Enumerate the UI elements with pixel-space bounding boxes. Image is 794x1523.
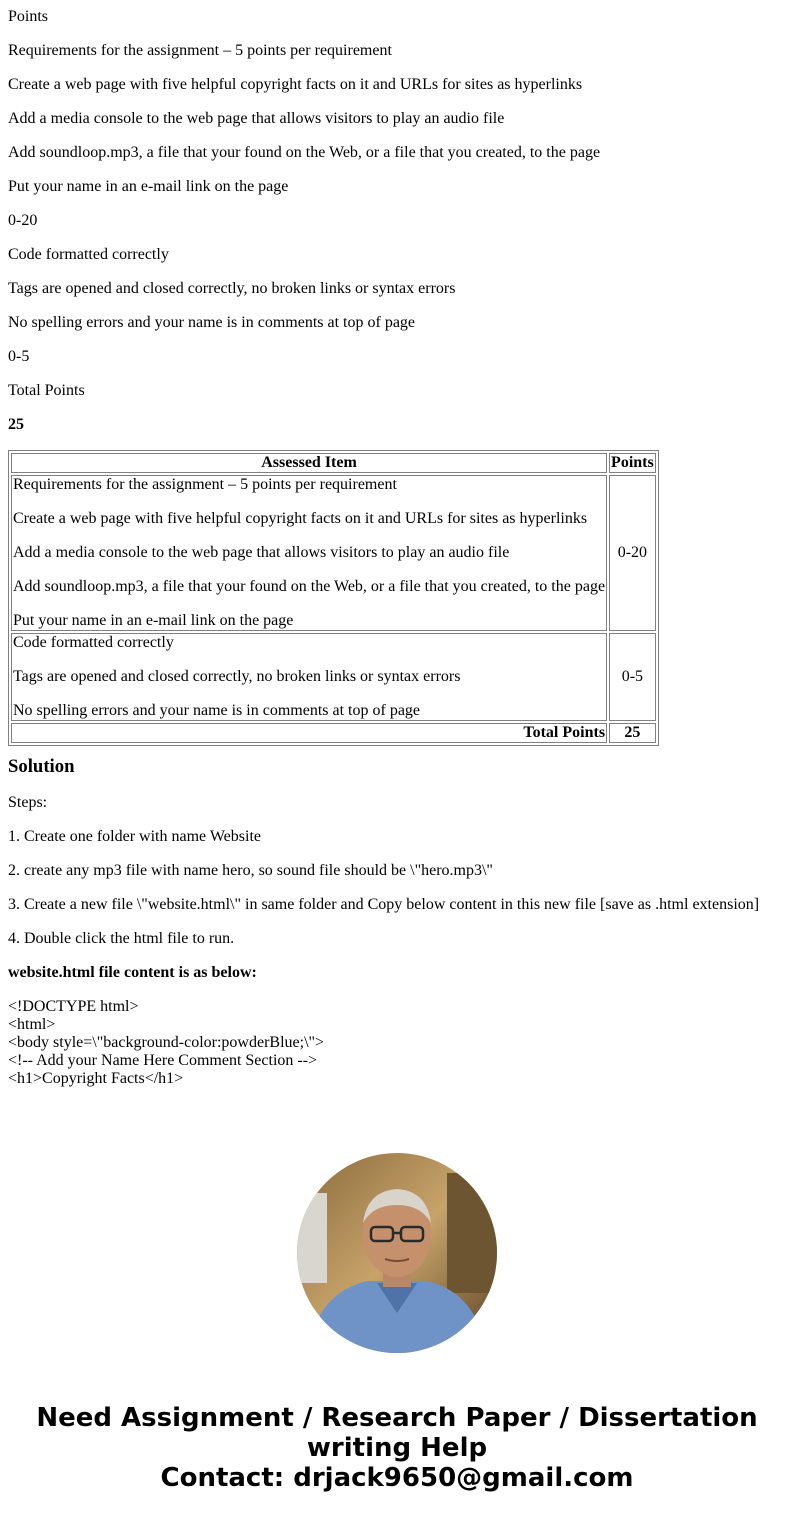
ad-line: writing Help — [306, 1433, 488, 1463]
requirement-line: Create a web page with five helpful copyright facts on it and URLs for sites as hyperlinks — [8, 76, 583, 93]
code-line: <html> — [8, 1016, 56, 1033]
requirement-line: Requirements for the assignment – 5 points per requirement — [13, 476, 397, 493]
code-line: <body style=\"background-color:powderBlue;\"> — [8, 1034, 325, 1051]
ad-banner — [0, 1403, 794, 1493]
code-criterion: Code formatted correctly — [8, 246, 169, 263]
code-criterion: Code formatted correctly — [13, 634, 174, 651]
requirement-line: Put your name in an e-mail link on the page — [8, 178, 289, 195]
file-content-label: website.html file content is as below: — [8, 964, 257, 981]
points-cell: 0-5 — [609, 633, 656, 721]
requirement-line: Add soundloop.mp3, a file that your found on the Web, or a file that you created, to the page — [8, 144, 601, 161]
code-criterion: Tags are opened and closed correctly, no broken links or syntax errors — [13, 668, 461, 685]
step-item: 1. Create one folder with name Website — [8, 828, 261, 845]
table-total-row — [11, 723, 656, 743]
table-row — [11, 633, 656, 721]
requirement-line: Add a media console to the web page that allows visitors to play an audio file — [13, 544, 510, 561]
assessed-item-cell — [11, 475, 607, 631]
code-block — [8, 998, 786, 1088]
requirement-line: Create a web page with five helpful copyright facts on it and URLs for sites as hyperlinks — [13, 510, 588, 527]
assessed-item-cell — [11, 633, 607, 721]
requirement-line: Put your name in an e-mail link on the page — [13, 612, 294, 629]
code-criterion: No spelling errors and your name is in comments at top of page — [8, 314, 416, 331]
code-line: <!DOCTYPE html> — [8, 998, 139, 1015]
table-row — [11, 475, 656, 631]
points-range: 0-5 — [8, 348, 30, 365]
step-item: 4. Double click the html file to run. — [8, 930, 235, 947]
code-line: <!-- Add your Name Here Comment Section --> — [8, 1052, 318, 1069]
rubric-table — [8, 450, 659, 746]
table-header-row — [11, 453, 656, 473]
step-item: 2. create any mp3 file with name hero, so sound file should be \"hero.mp3\" — [8, 862, 493, 879]
points-heading: Points — [8, 8, 49, 25]
ad-contact: Contact: drjack9650@gmail.com — [160, 1463, 634, 1493]
requirement-line: Requirements for the assignment – 5 points per requirement — [8, 42, 392, 59]
code-line: <h1>Copyright Facts</h1> — [8, 1070, 184, 1087]
points-range: 0-20 — [8, 212, 38, 229]
requirement-line: Add a media console to the web page that allows visitors to play an audio file — [8, 110, 505, 127]
person-photo-icon — [297, 1153, 497, 1353]
step-item: 3. Create a new file \"website.html\" in same folder and Copy below content in this new file [save as .html extension] — [8, 896, 760, 913]
header-assessed-item: Assessed Item — [11, 453, 607, 473]
solution-heading: Solution — [8, 756, 75, 777]
code-criterion: Tags are opened and closed correctly, no broken links or syntax errors — [8, 280, 456, 297]
requirement-line: Add soundloop.mp3, a file that your found on the Web, or a file that you created, to the page — [13, 578, 606, 595]
avatar — [297, 1153, 497, 1353]
total-points-label: Total Points — [11, 723, 607, 743]
total-points-label: Total Points — [8, 382, 85, 399]
points-cell: 0-20 — [609, 475, 656, 631]
steps-label: Steps: — [8, 794, 48, 811]
total-points-value: 25 — [8, 416, 24, 433]
total-points-value: 25 — [609, 723, 656, 743]
ad-line: Need Assignment / Research Paper / Dissertation — [36, 1403, 758, 1433]
header-points: Points — [611, 454, 654, 471]
code-criterion: No spelling errors and your name is in comments at top of page — [13, 702, 421, 719]
